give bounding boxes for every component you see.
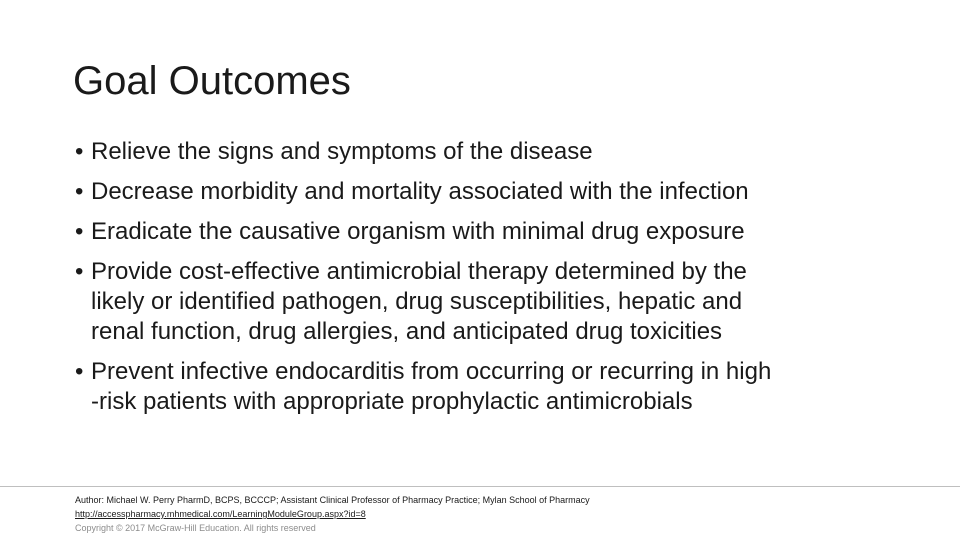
- bullet-marker: •: [75, 138, 84, 165]
- bullet-item: [75, 177, 905, 207]
- footer-link[interactable]: http://accesspharmacy.mhmedical.com/LearningModuleGroup.aspx?id=8: [75, 509, 366, 519]
- bullet-item: [75, 137, 905, 167]
- bullet-marker: •: [75, 358, 84, 385]
- bullet-text: renal function, drug allergies, and anticipated drug toxicities: [91, 318, 723, 345]
- bullet-list: [75, 137, 905, 427]
- bullet-text: likely or identified pathogen, drug susceptibilities, hepatic and: [91, 288, 743, 315]
- slide-title: Goal Outcomes: [73, 59, 351, 103]
- bullet-text: Decrease morbidity and mortality associated with the infection: [91, 178, 749, 205]
- bullet-text: Provide cost-effective antimicrobial therapy determined by the: [91, 258, 747, 285]
- bullet-text: Eradicate the causative organism with minimal drug exposure: [91, 218, 745, 245]
- footer: [75, 493, 590, 535]
- bullet-item: [75, 257, 905, 347]
- bullet-marker: •: [75, 258, 84, 285]
- footer-author: Author: Michael W. Perry PharmD, BCPS, BCCCP; Assistant Clinical Professor of Pharmacy Practice; Mylan School of Pharmacy: [75, 495, 590, 505]
- bullet-text: -risk patients with appropriate prophylactic antimicrobials: [91, 388, 693, 415]
- footer-divider: [0, 486, 960, 487]
- bullet-text: Relieve the signs and symptoms of the disease: [91, 138, 593, 165]
- bullet-item: [75, 357, 905, 417]
- bullet-marker: •: [75, 178, 84, 205]
- bullet-marker: •: [75, 218, 84, 245]
- footer-copyright: Copyright © 2017 McGraw-Hill Education. All rights reserved: [75, 523, 316, 533]
- bullet-text: Prevent infective endocarditis from occurring or recurring in high: [91, 358, 772, 385]
- bullet-item: [75, 217, 905, 247]
